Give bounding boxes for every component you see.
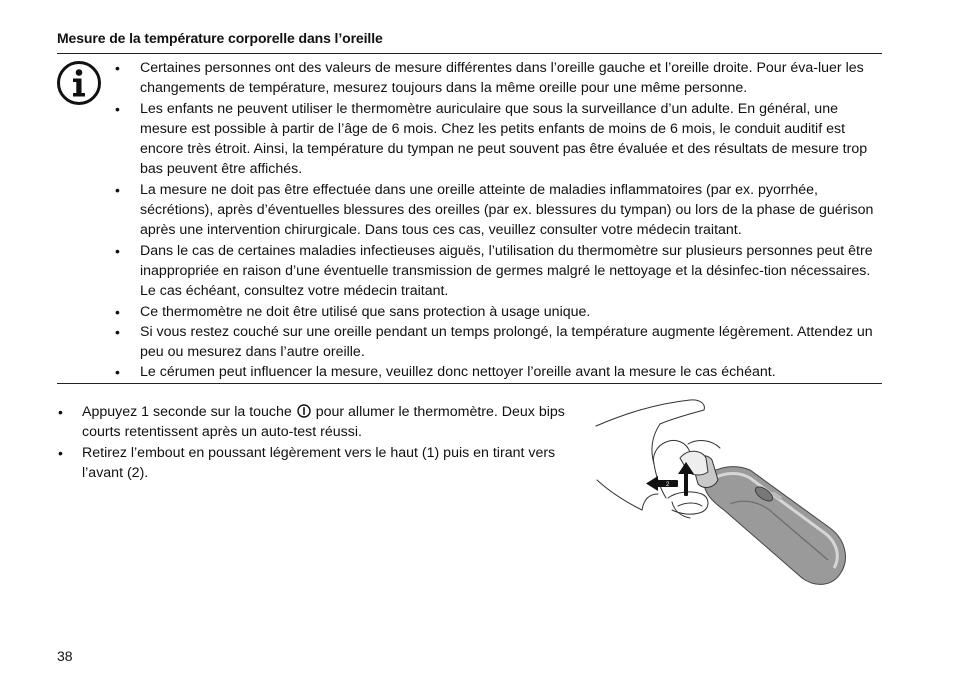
page-number: 38 [57, 648, 73, 664]
step1-text-start: Appuyez 1 seconde sur la touche [82, 404, 296, 420]
note-item: • Le cérumen peut influencer la mesure, veuillez donc nettoyer l’oreille avant la mesure le cas échéant. [140, 362, 885, 382]
label-1: 1 [680, 482, 684, 488]
bottom-divider [57, 383, 882, 384]
step-item: • Retirez l’embout en poussant légèrement vers le haut (1) puis en tirant vers l’avant (2). [82, 443, 582, 484]
step-item [82, 402, 582, 443]
note-item: • Les enfants ne peuvent utiliser le thermomètre auriculaire que sous la surveillance d’un adulte. En général, une mesure est possible à partir de l’âge de 6 mois. Chez les petits enfants de moins de 6 mois, le conduit auditif est encore très étroit. Ainsi, la température du tympan ne peut souvent pas être évaluée et des résultats de mesure trop bas peuvent être affichés. [140, 99, 885, 180]
note-item: • Certaines personnes ont des valeurs de mesure différentes dans l’oreille gauche et l’oreille droite. Pour éva-luer les changements de température, mesurez toujours dans la même oreille pour une même personne. [140, 58, 885, 99]
note-item: • Si vous restez couché sur une oreille pendant un temps prolongé, la température augmente légèrement. Attendez un peu ou mesurez dans l’autre oreille. [140, 322, 885, 363]
label-2: 2 [666, 482, 670, 488]
notes-list [140, 58, 885, 383]
note-item: • La mesure ne doit pas être effectuée dans une oreille atteinte de maladies inflammatoires (par ex. pyorrhée, sécrétions), après d’éventuelles blessures des oreilles (par ex. blessures du tympan) ou lors de la phase de guérison après une intervention chirurgicale. Dans tous ces cas, veuillez consulter votre médecin traitant. [140, 180, 885, 241]
hand-holding-thermometer-illustration [594, 398, 856, 590]
thermometer-body [680, 451, 845, 584]
step1-text-end: pour allumer le thermomètre. Deux bips courts retentissent après un auto-test réussi. [82, 404, 565, 441]
info-icon [56, 60, 102, 106]
steps-list [82, 402, 582, 483]
note-item: • Ce thermomètre ne doit être utilisé que sans protection à usage unique. [140, 302, 885, 322]
note-item: • Dans le cas de certaines maladies infectieuses aiguës, l’utilisation du thermomètre sur plusieurs personnes peut être inappropriée en raison d’une éventuelle transmission de germes malgré le nettoyage et la désinfec-tion nécessaires. Le cas échéant, consultez votre médecin traitant. [140, 241, 885, 302]
power-button-icon [297, 404, 311, 418]
section-title: Mesure de la température corporelle dans l’oreille [57, 30, 383, 46]
top-divider [57, 53, 882, 54]
arrow-left [646, 476, 678, 491]
